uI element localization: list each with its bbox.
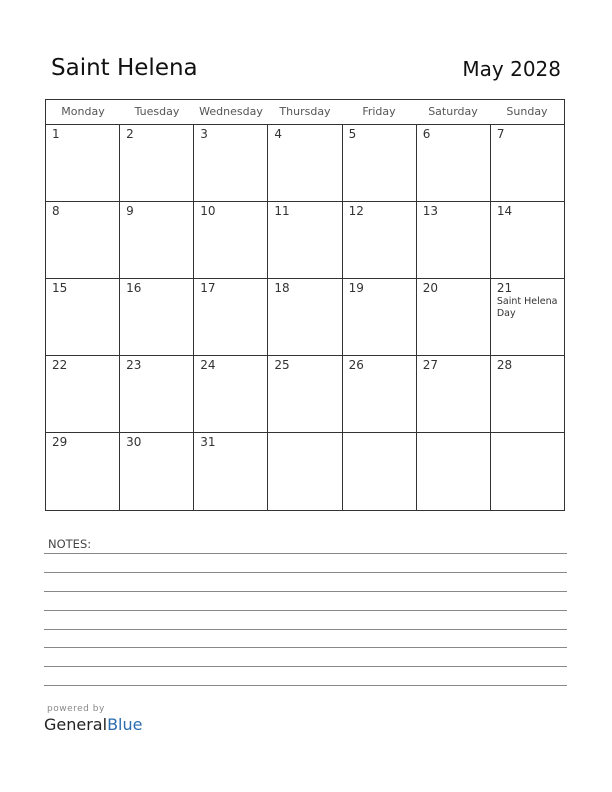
day-cell — [491, 202, 564, 278]
weekday-thursday: Thursday — [279, 105, 331, 118]
note-line — [44, 647, 567, 648]
day-number: 23 — [126, 358, 142, 372]
day-number: 5 — [348, 127, 357, 141]
day-number: 12 — [348, 204, 364, 218]
day-number: 7 — [496, 127, 505, 141]
day-number: 6 — [422, 127, 431, 141]
generalblue-logo — [44, 704, 142, 734]
note-line — [44, 685, 567, 686]
day-number: 18 — [274, 281, 290, 295]
day-cell — [194, 356, 268, 432]
day-number: 15 — [52, 281, 68, 295]
day-number: 24 — [200, 358, 216, 372]
day-cell — [268, 125, 342, 201]
weekday-wednesday: Wednesday — [199, 105, 263, 118]
day-cell — [491, 356, 564, 432]
week-row — [46, 433, 564, 510]
day-cell — [491, 279, 564, 355]
note-line — [44, 610, 567, 611]
day-number: 30 — [126, 435, 142, 449]
day-number: 16 — [126, 281, 142, 295]
day-cell — [46, 125, 120, 201]
day-number: 25 — [274, 358, 290, 372]
day-cell — [417, 202, 491, 278]
day-cell — [194, 279, 268, 355]
day-number: 4 — [274, 127, 283, 141]
day-cell — [46, 433, 120, 510]
day-number: 8 — [52, 204, 60, 218]
day-cell — [120, 433, 194, 510]
day-number: 14 — [496, 204, 513, 218]
day-cell — [343, 356, 417, 432]
day-cell — [46, 202, 120, 278]
day-number: 11 — [274, 204, 290, 218]
day-number: 19 — [348, 281, 364, 295]
week-row — [46, 279, 564, 356]
day-cell — [120, 279, 194, 355]
day-number: 17 — [200, 281, 216, 295]
country-title: Saint Helena — [51, 55, 198, 81]
brand-name — [44, 715, 142, 734]
day-number: 9 — [126, 204, 134, 218]
day-cell — [194, 433, 268, 510]
day-number: 22 — [52, 358, 68, 372]
day-number: 28 — [496, 358, 513, 372]
day-number: 2 — [126, 127, 134, 141]
week-row — [46, 202, 564, 279]
note-line — [44, 591, 567, 592]
day-cell — [491, 125, 564, 201]
day-number: 13 — [422, 204, 438, 218]
day-cell — [491, 433, 564, 510]
brand-name-blue: Blue — [107, 715, 143, 734]
day-cell — [343, 125, 417, 201]
day-cell — [120, 356, 194, 432]
day-number: 1 — [52, 127, 60, 141]
powered-by-text: powered by — [47, 704, 105, 714]
calendar-grid — [45, 99, 565, 511]
day-cell — [120, 202, 194, 278]
weekday-saturday: Saturday — [428, 105, 478, 118]
weekday-sunday: Sunday — [506, 105, 548, 118]
day-cell — [417, 125, 491, 201]
day-cell — [268, 433, 342, 510]
brand-name-general: General — [44, 715, 108, 734]
day-cell — [268, 279, 342, 355]
day-cell — [120, 125, 194, 201]
note-line — [44, 666, 567, 667]
note-line — [44, 629, 567, 630]
note-line — [44, 572, 567, 573]
day-cell — [417, 279, 491, 355]
day-number: 3 — [200, 127, 208, 141]
day-cell — [46, 279, 120, 355]
week-row — [46, 356, 564, 433]
day-number: 27 — [422, 358, 438, 372]
note-line — [44, 553, 567, 554]
weekday-tuesday: Tuesday — [134, 105, 180, 118]
day-cell — [46, 356, 120, 432]
weekday-friday: Friday — [362, 105, 396, 118]
day-cell — [343, 202, 417, 278]
day-cell — [268, 356, 342, 432]
week-row — [46, 125, 564, 202]
weekday-header-row — [46, 100, 564, 125]
day-number: 31 — [200, 435, 216, 449]
day-cell — [194, 202, 268, 278]
day-number: 26 — [348, 358, 364, 372]
day-number: 10 — [200, 204, 216, 218]
day-cell — [194, 125, 268, 201]
day-cell — [343, 279, 417, 355]
weekday-monday: Monday — [61, 105, 105, 118]
day-number: 29 — [52, 435, 68, 449]
day-number: 20 — [422, 281, 438, 295]
day-cell — [268, 202, 342, 278]
month-year-title: May 2028 — [462, 57, 561, 81]
day-number: 21 — [496, 281, 513, 295]
day-cell — [417, 433, 491, 510]
day-cell — [417, 356, 491, 432]
day-cell — [343, 433, 417, 510]
notes-label: NOTES: — [48, 537, 92, 551]
holiday-label: Saint Helena Day — [496, 296, 558, 319]
